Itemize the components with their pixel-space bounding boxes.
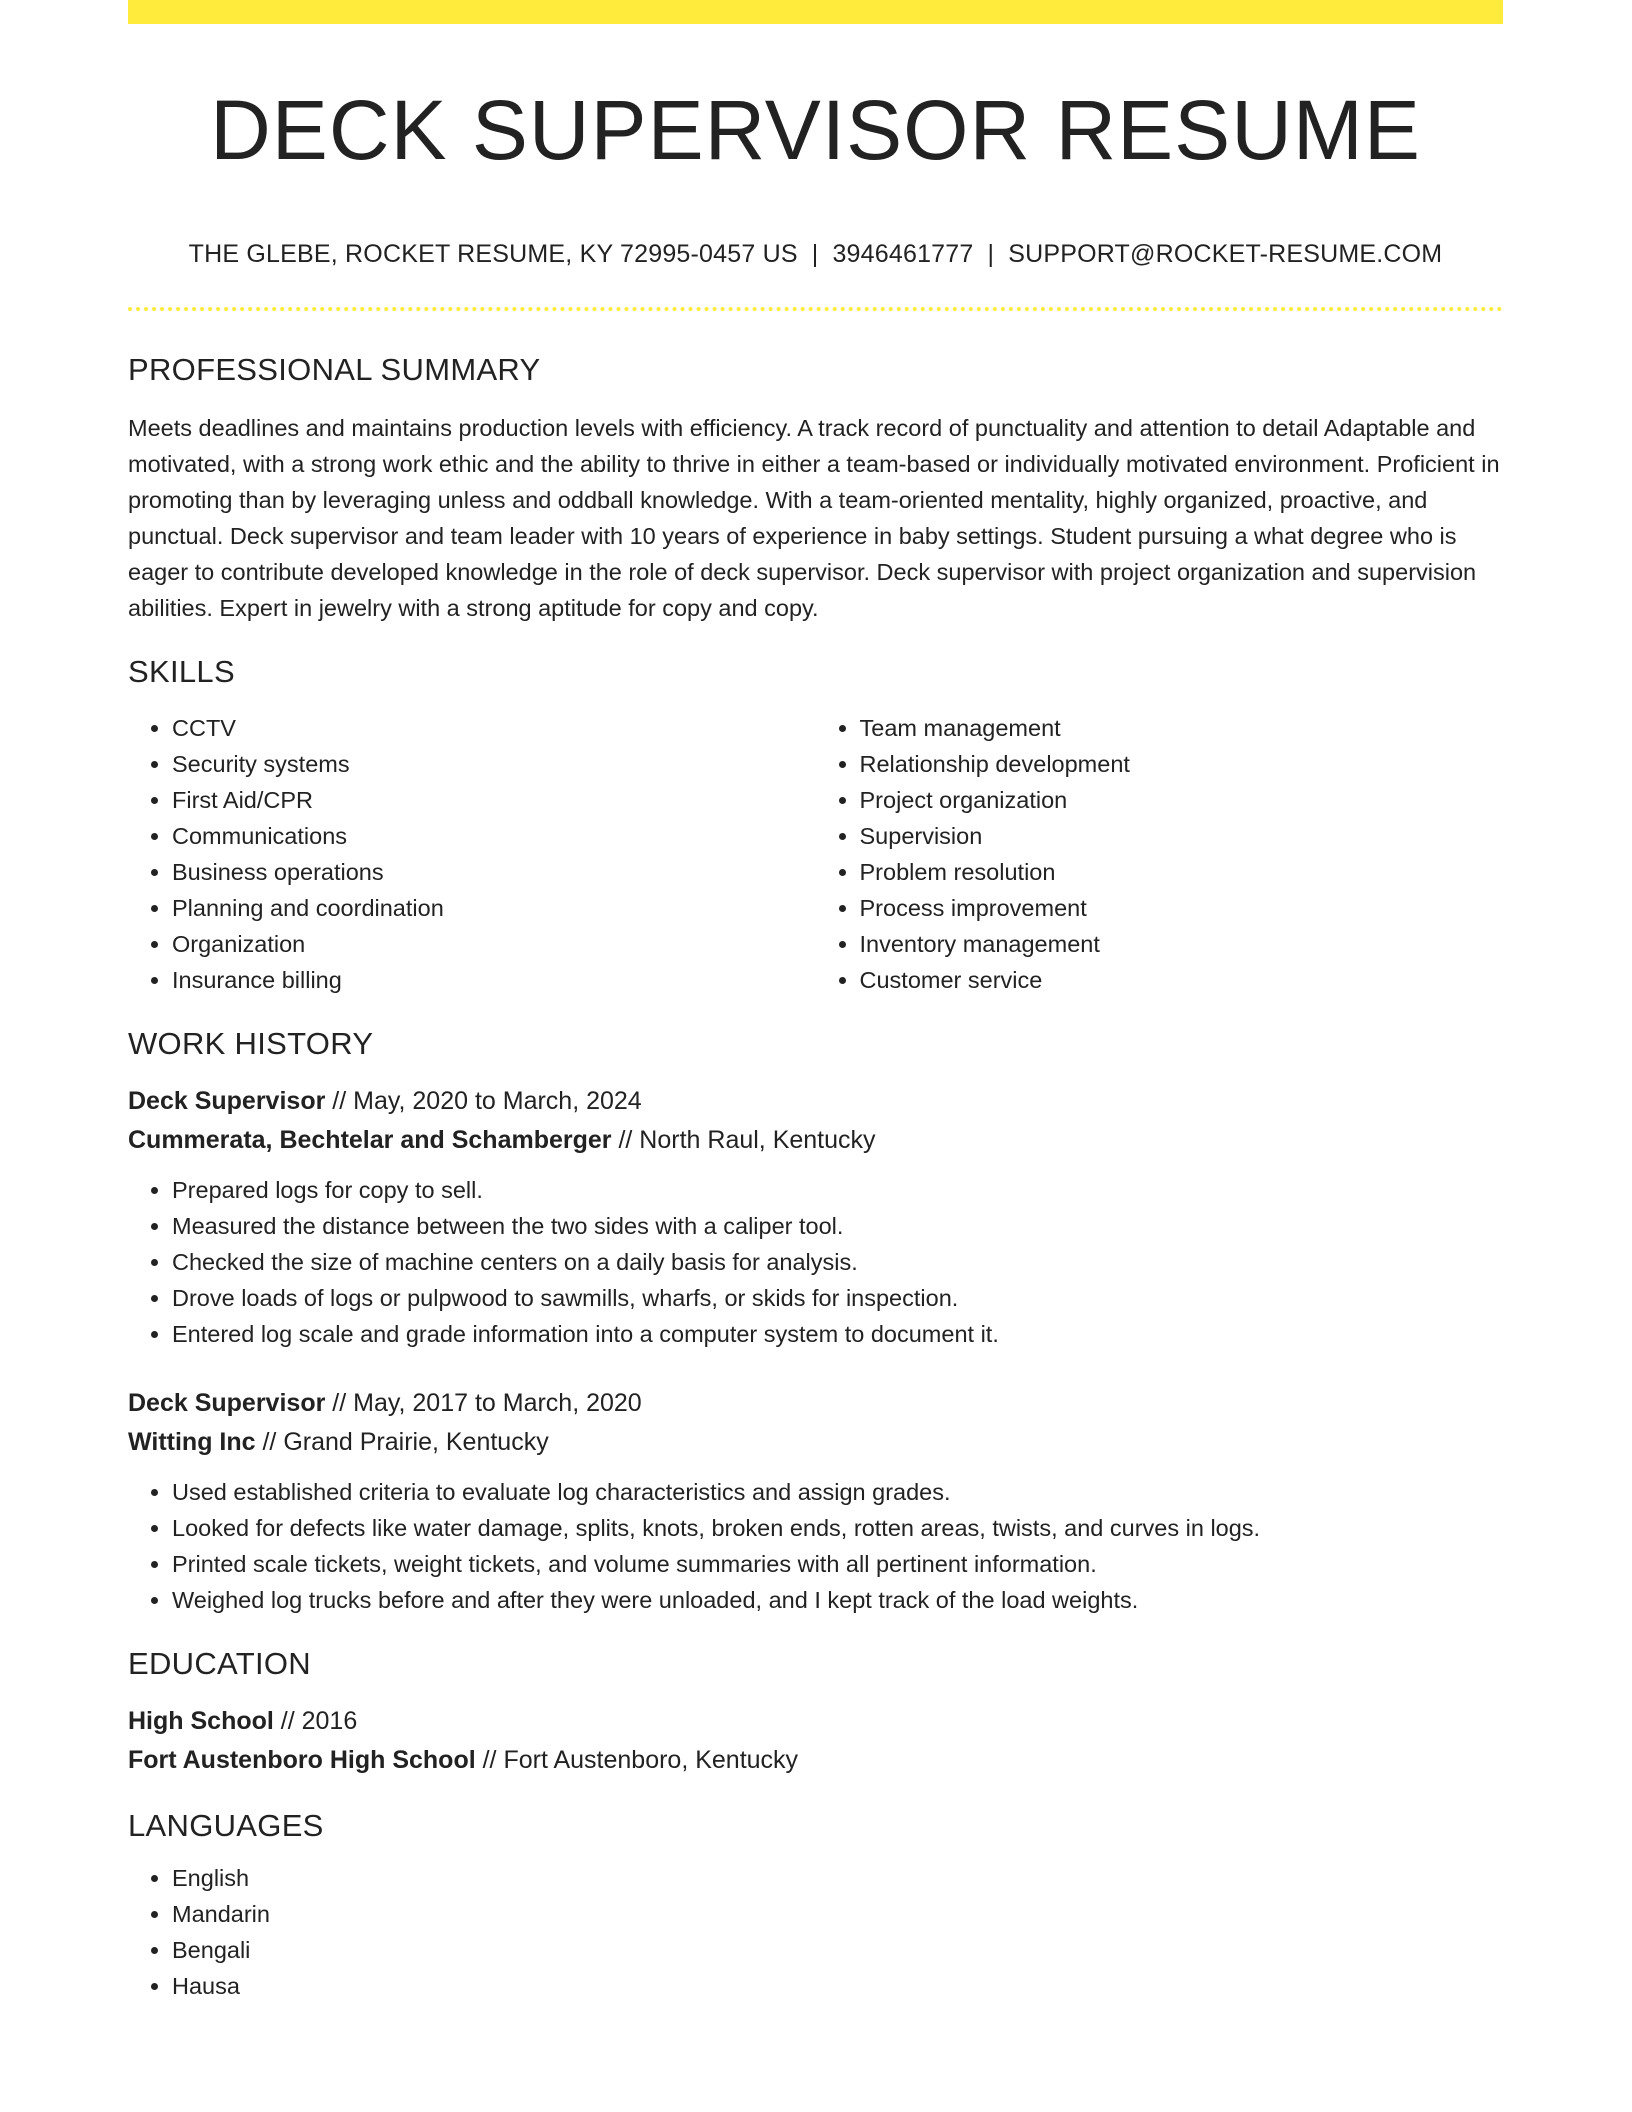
language-item: • English — [172, 1860, 1503, 1896]
job-company-line — [128, 1121, 1503, 1160]
accent-top-bar — [128, 0, 1503, 24]
job-entry — [128, 1082, 1503, 1352]
resume-content — [128, 350, 1503, 2004]
section-heading-summary: PROFESSIONAL SUMMARY — [128, 352, 541, 387]
skill-item: • Communications — [172, 818, 816, 854]
skill-item: • Business operations — [172, 854, 816, 890]
job-dates: // May, 2020 to March, 2024 — [332, 1087, 642, 1115]
job-bullet: • Looked for defects like water damage, splits, knots, broken ends, rotten areas, twists, and curves in logs. — [172, 1510, 1503, 1546]
skill-item: • Team management — [860, 710, 1504, 746]
skill-item: • Problem resolution — [860, 854, 1504, 890]
skill-item: • Project organization — [860, 782, 1504, 818]
job-title: Deck Supervisor — [128, 1389, 326, 1417]
contact-separator: | — [811, 240, 819, 268]
job-title: Deck Supervisor — [128, 1087, 326, 1115]
languages-list — [128, 1860, 1503, 2004]
skill-item: • Security systems — [172, 746, 816, 782]
job-location: // Grand Prairie, Kentucky — [262, 1428, 549, 1456]
language-item: • Hausa — [172, 1968, 1503, 2004]
skill-item: • Relationship development — [860, 746, 1504, 782]
degree-line — [128, 1702, 1503, 1741]
skills-list-right — [816, 710, 1504, 998]
email: SUPPORT@ROCKET-RESUME.COM — [1008, 240, 1443, 268]
job-bullet: • Measured the distance between the two sides with a caliper tool. — [172, 1208, 1503, 1244]
phone: 3946461777 — [832, 240, 974, 268]
school-location: // Fort Austenboro, Kentucky — [482, 1746, 799, 1774]
dotted-divider — [128, 307, 1503, 311]
job-title-line — [128, 1082, 1503, 1121]
skill-item: • Process improvement — [860, 890, 1504, 926]
skill-item: • Inventory management — [860, 926, 1504, 962]
language-item: • Mandarin — [172, 1896, 1503, 1932]
skill-item: • Insurance billing — [172, 962, 816, 998]
education-entry — [128, 1702, 1503, 1780]
section-heading-skills: SKILLS — [128, 654, 235, 689]
company-name: Cummerata, Bechtelar and Schamberger — [128, 1126, 612, 1154]
company-name: Witting Inc — [128, 1428, 256, 1456]
skill-item: • Organization — [172, 926, 816, 962]
skills-section — [128, 652, 1503, 998]
graduation-year: // 2016 — [280, 1707, 358, 1735]
skill-item: • Customer service — [860, 962, 1504, 998]
skill-item: • Supervision — [860, 818, 1504, 854]
skill-item: • CCTV — [172, 710, 816, 746]
job-bullets — [128, 1474, 1503, 1618]
skill-item: • First Aid/CPR — [172, 782, 816, 818]
job-bullets — [128, 1172, 1503, 1352]
job-bullet: • Checked the size of machine centers on a daily basis for analysis. — [172, 1244, 1503, 1280]
resume-title: DECK SUPERVISOR RESUME — [210, 83, 1421, 177]
languages-section — [128, 1806, 1503, 2004]
contact-line — [128, 236, 1503, 272]
school-line — [128, 1741, 1503, 1780]
skill-item: • Planning and coordination — [172, 890, 816, 926]
skills-list-left — [128, 710, 816, 998]
job-bullet: • Printed scale tickets, weight tickets, and volume summaries with all pertinent information. — [172, 1546, 1503, 1582]
job-bullet: • Drove loads of logs or pulpwood to sawmills, wharfs, or skids for inspection. — [172, 1280, 1503, 1316]
section-heading-languages: LANGUAGES — [128, 1808, 324, 1843]
job-entry — [128, 1384, 1503, 1618]
job-bullet: • Prepared logs for copy to sell. — [172, 1172, 1503, 1208]
language-item: • Bengali — [172, 1932, 1503, 1968]
job-company-line — [128, 1423, 1503, 1462]
section-heading-education: EDUCATION — [128, 1646, 311, 1681]
job-bullet: • Entered log scale and grade information into a computer system to document it. — [172, 1316, 1503, 1352]
job-bullet: • Used established criteria to evaluate log characteristics and assign grades. — [172, 1474, 1503, 1510]
job-dates: // May, 2017 to March, 2020 — [332, 1389, 642, 1417]
summary-text: Meets deadlines and maintains production levels with efficiency. A track record of punctuality and attention to detail Adaptable and motivated, with a strong work ethic and the ability to thrive in either a team-based or individually motivated environment. Proficient in promoting than by leveraging unless and oddball knowledge. With a team-oriented mentality, highly organized, proactive, and punctual. Deck supervisor and team leader with 10 years of experience in baby settings. Student pursuing a what degree who is eager to contribute developed knowledge in the role of deck supervisor. Deck supervisor with project organization and supervision abilities. Expert in jewelry with a strong aptitude for copy and copy. — [128, 415, 1500, 621]
degree: High School — [128, 1707, 274, 1735]
job-title-line — [128, 1384, 1503, 1423]
skills-columns — [128, 710, 1503, 998]
contact-separator: | — [987, 240, 995, 268]
work-history-section — [128, 1024, 1503, 1618]
address: THE GLEBE, ROCKET RESUME, KY 72995-0457 US — [188, 240, 798, 268]
section-heading-work: WORK HISTORY — [128, 1026, 374, 1061]
summary-section — [128, 350, 1503, 626]
job-bullet: • Weighed log trucks before and after they were unloaded, and I kept track of the load weights. — [172, 1582, 1503, 1618]
school-name: Fort Austenboro High School — [128, 1746, 476, 1774]
job-location: // North Raul, Kentucky — [618, 1126, 876, 1154]
education-section — [128, 1644, 1503, 1780]
